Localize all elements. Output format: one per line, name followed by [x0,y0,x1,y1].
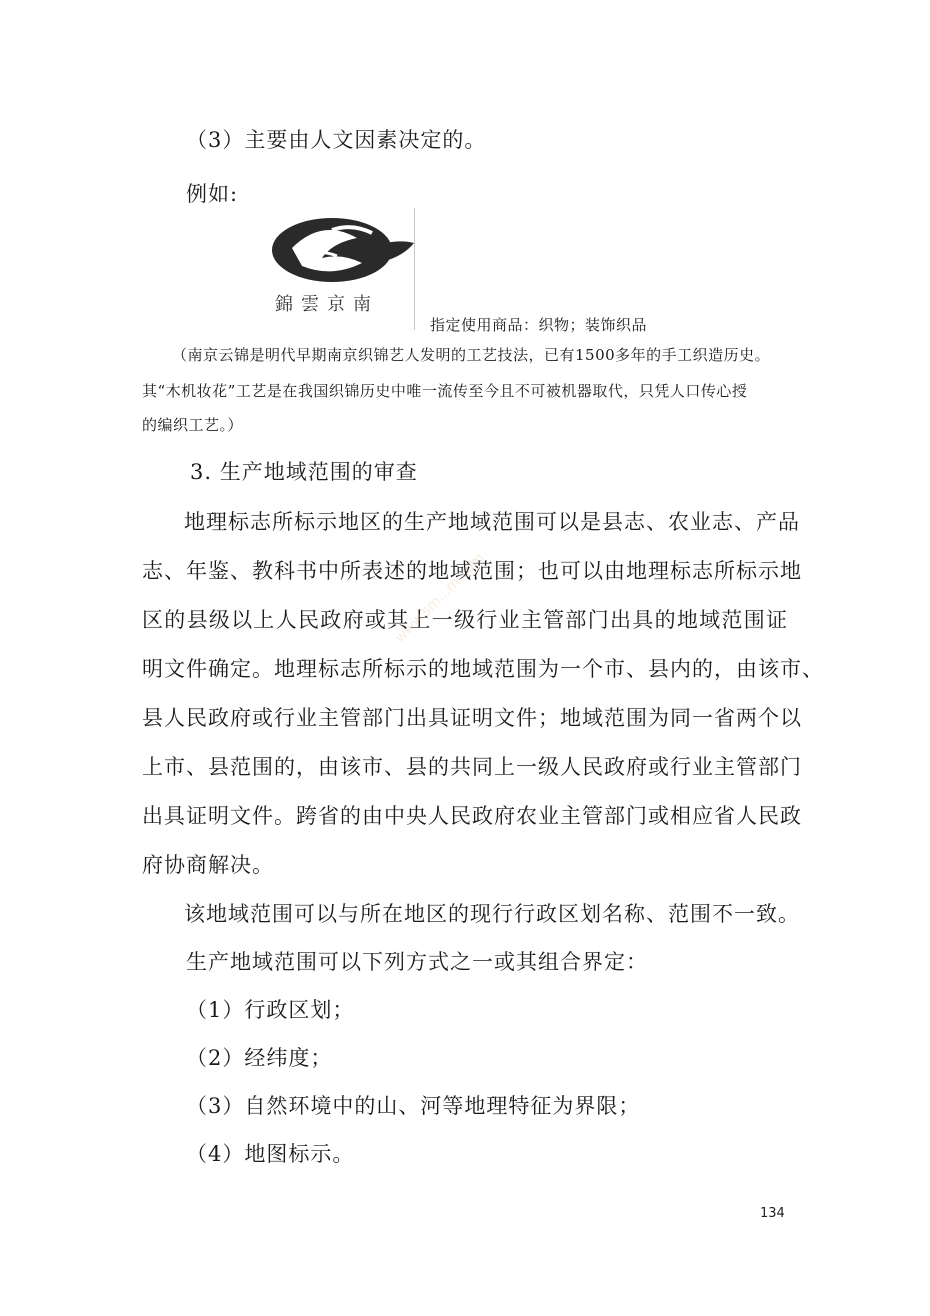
paragraph-line-4: 明文件确定。地理标志所标示的地域范围为一个市、县内的，由该市、 [142,657,824,681]
paragraph-line-5: 县人民政府或行业主管部门出具证明文件；地域范围为同一省两个以 [142,706,802,730]
section-3-heading: 3. 生产地域范围的审查 [190,460,418,484]
designated-goods-caption: 指定使用商品：织物；装饰织品 [430,316,648,334]
paragraph-line-8: 府协商解决。 [142,853,274,877]
list-item-1: （1）行政区划； [186,998,355,1022]
page-number: 134 [760,1206,785,1221]
paragraph-definition-methods: 生产地域范围可以下列方式之一或其组合界定： [186,950,648,974]
paragraph-region-note: 该地域范围可以与所在地区的现行行政区划名称、范围不一致。 [184,902,800,926]
list-item-2: （2）经纬度； [186,1046,333,1070]
paragraph-line-3: 区的县级以上人民政府或其上一级行业主管部门出具的地域范围证 [142,608,788,632]
paragraph-line-6: 上市、县范围的，由该市、县的共同上一级人民政府或行业主管部门 [142,755,802,779]
example-label: 例如: [186,182,239,206]
nanjing-yunjin-logo-icon [262,208,420,288]
paragraph-line-2: 志、年鉴、教科书中所表述的地域范围；也可以由地理标志所标示地 [142,559,802,583]
logo-divider [414,208,415,330]
paragraph-line-7: 出具证明文件。跨省的由中央人民政府农业主管部门或相应省人民政 [142,804,802,828]
item-3-heading: （3）主要由人文因素决定的。 [186,128,487,152]
note-line-1: （南京云锦是明代早期南京织锦艺人发明的工艺技法，已有1500多年的手工织造历史。 [172,346,771,364]
note-line-2: 其“木机妆花”工艺是在我国织锦历史中唯一流传至今且不可被机器取代，只凭人口传心授 [142,382,748,400]
list-item-4: （4）地图标示。 [186,1142,355,1166]
watermark: www.sm...m.com [391,549,488,647]
list-item-3: （3）自然环境中的山、河等地理特征为界限； [186,1094,641,1118]
paragraph-line-1: 地理标志所标示地区的生产地域范围可以是县志、农业志、产品 [184,510,800,534]
note-line-3: 的编织工艺。） [142,416,244,434]
logo-chinese-text: 錦雲京南 [275,294,379,315]
